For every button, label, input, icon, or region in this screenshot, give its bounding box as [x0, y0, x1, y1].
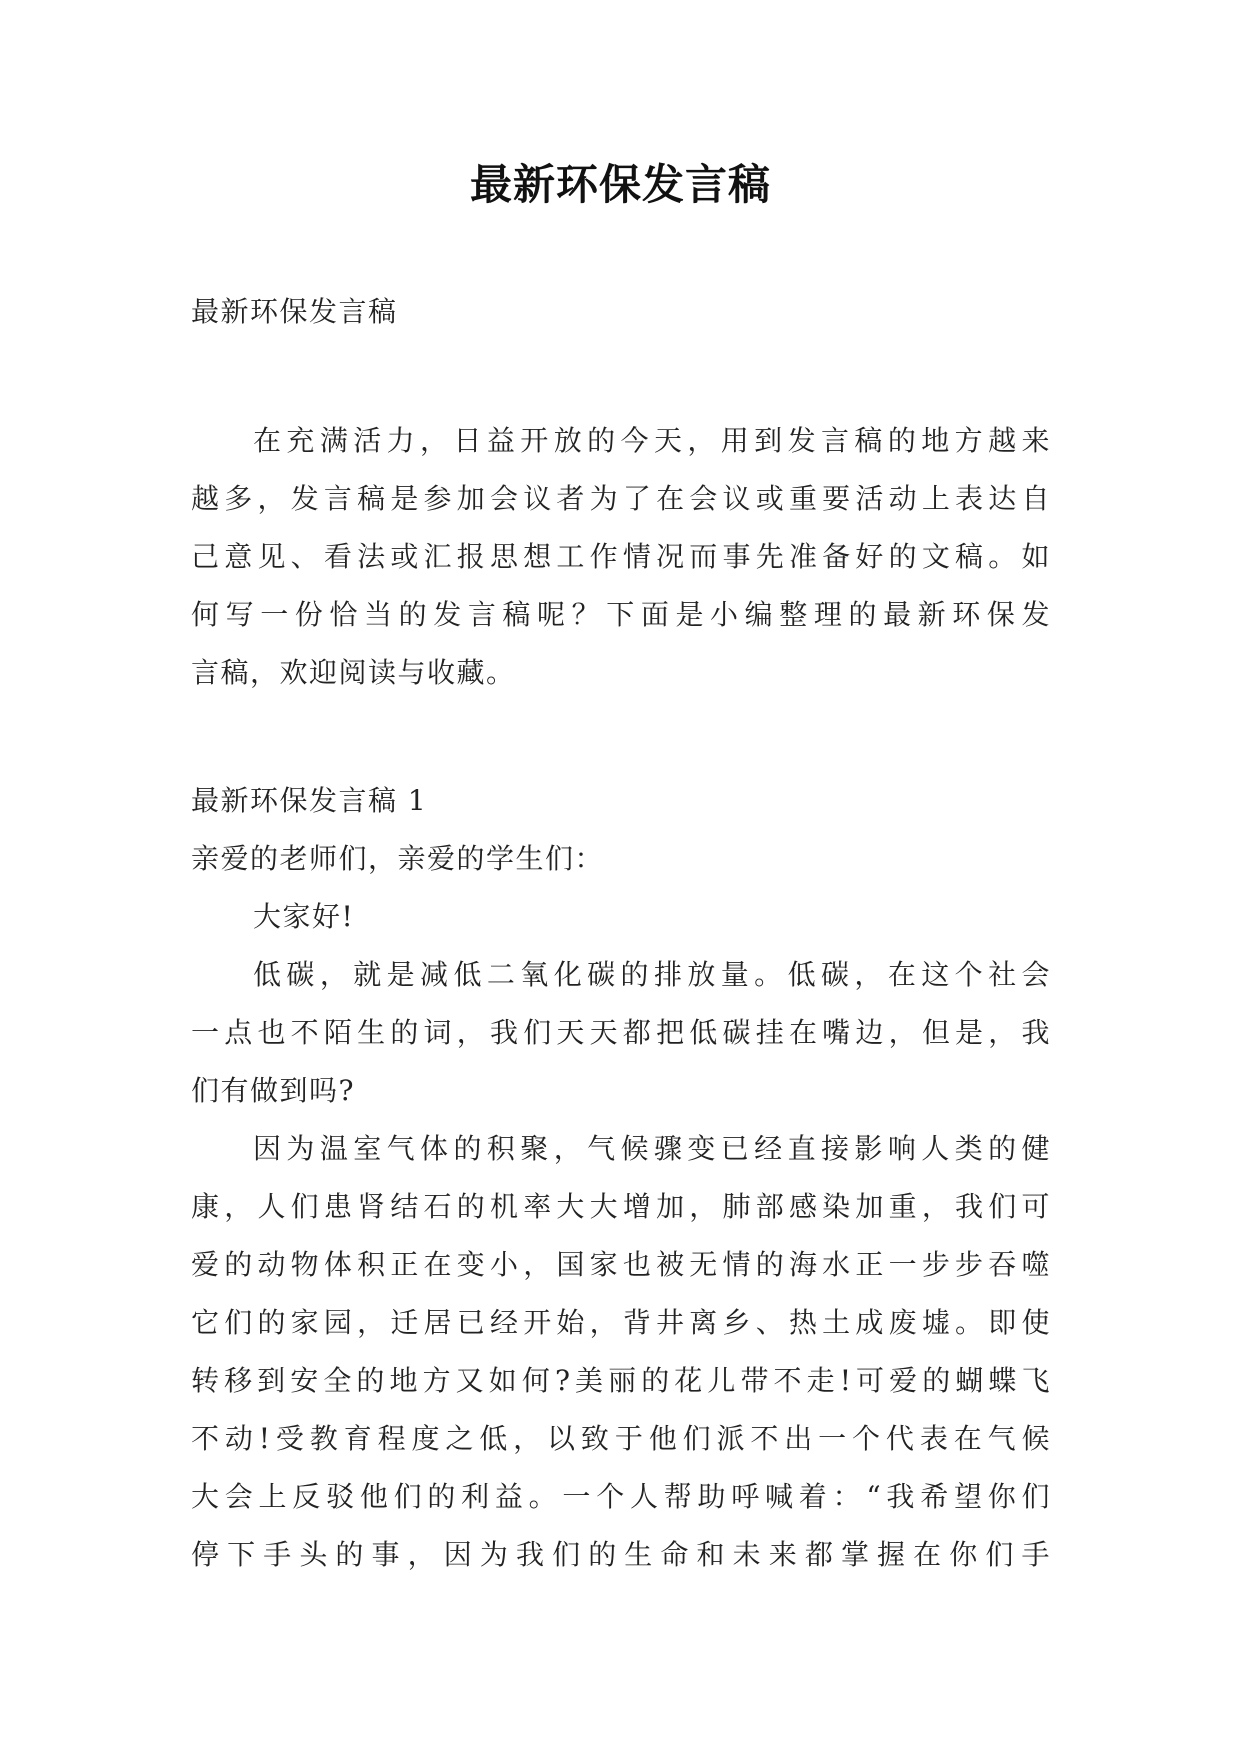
- spacer: [191, 341, 1051, 412]
- document-body: [191, 283, 1051, 1584]
- paragraph-line: 转移到安全的地方又如何?美丽的花儿带不走!可爱的蝴蝶飞: [191, 1364, 1051, 1397]
- spacer: [191, 702, 1051, 772]
- intro-line: 越多，发言稿是参加会议者为了在会议或重要活动上表达自: [191, 482, 1051, 515]
- paragraph-line: 一点也不陌生的词，我们天天都把低碳挂在嘴边，但是，我: [191, 1016, 1051, 1049]
- greeting: 大家好!: [253, 900, 355, 933]
- paragraph-line: 们有做到吗?: [191, 1074, 356, 1107]
- paragraph-1: [191, 946, 1051, 1120]
- paragraph-line: 它们的家园，迁居已经开始，背井离乡、热土成废墟。即使: [191, 1306, 1051, 1339]
- intro-line: 何写一份恰当的发言稿呢？下面是小编整理的最新环保发: [191, 598, 1051, 631]
- intro-paragraph: [191, 412, 1051, 702]
- paragraph-line: 康，人们患肾结石的机率大大增加，肺部感染加重，我们可: [191, 1190, 1051, 1223]
- paragraph-line: 爱的动物体积正在变小，国家也被无情的海水正一步步吞噬: [191, 1248, 1051, 1281]
- paragraph-line: 停下手头的事，因为我们的生命和未来都掌握在你们手: [191, 1538, 1051, 1571]
- paragraph-2: [191, 1120, 1051, 1584]
- paragraph-line: 不动!受教育程度之低，以致于他们派不出一个代表在气候: [191, 1422, 1051, 1455]
- subtitle: 最新环保发言稿: [191, 295, 398, 328]
- intro-line: 在充满活力，日益开放的今天，用到发言稿的地方越来: [253, 424, 1051, 457]
- intro-line: 言稿，欢迎阅读与收藏。: [191, 656, 516, 689]
- paragraph-line: 因为温室气体的积聚，气候骤变已经直接影响人类的健: [253, 1132, 1051, 1165]
- document-title: 最新环保发言稿: [469, 160, 771, 209]
- paragraph-line: 低碳，就是减低二氧化碳的排放量。低碳，在这个社会: [253, 958, 1051, 991]
- paragraph-line: 大会上反驳他们的利益。一个人帮助呼喊着：“我希望你们: [191, 1480, 1051, 1513]
- salutation: 亲爱的老师们，亲爱的学生们：: [191, 842, 605, 875]
- section-heading: 最新环保发言稿 1: [191, 784, 428, 817]
- intro-line: 己意见、看法或汇报思想工作情况而事先准备好的文稿。如: [191, 540, 1051, 573]
